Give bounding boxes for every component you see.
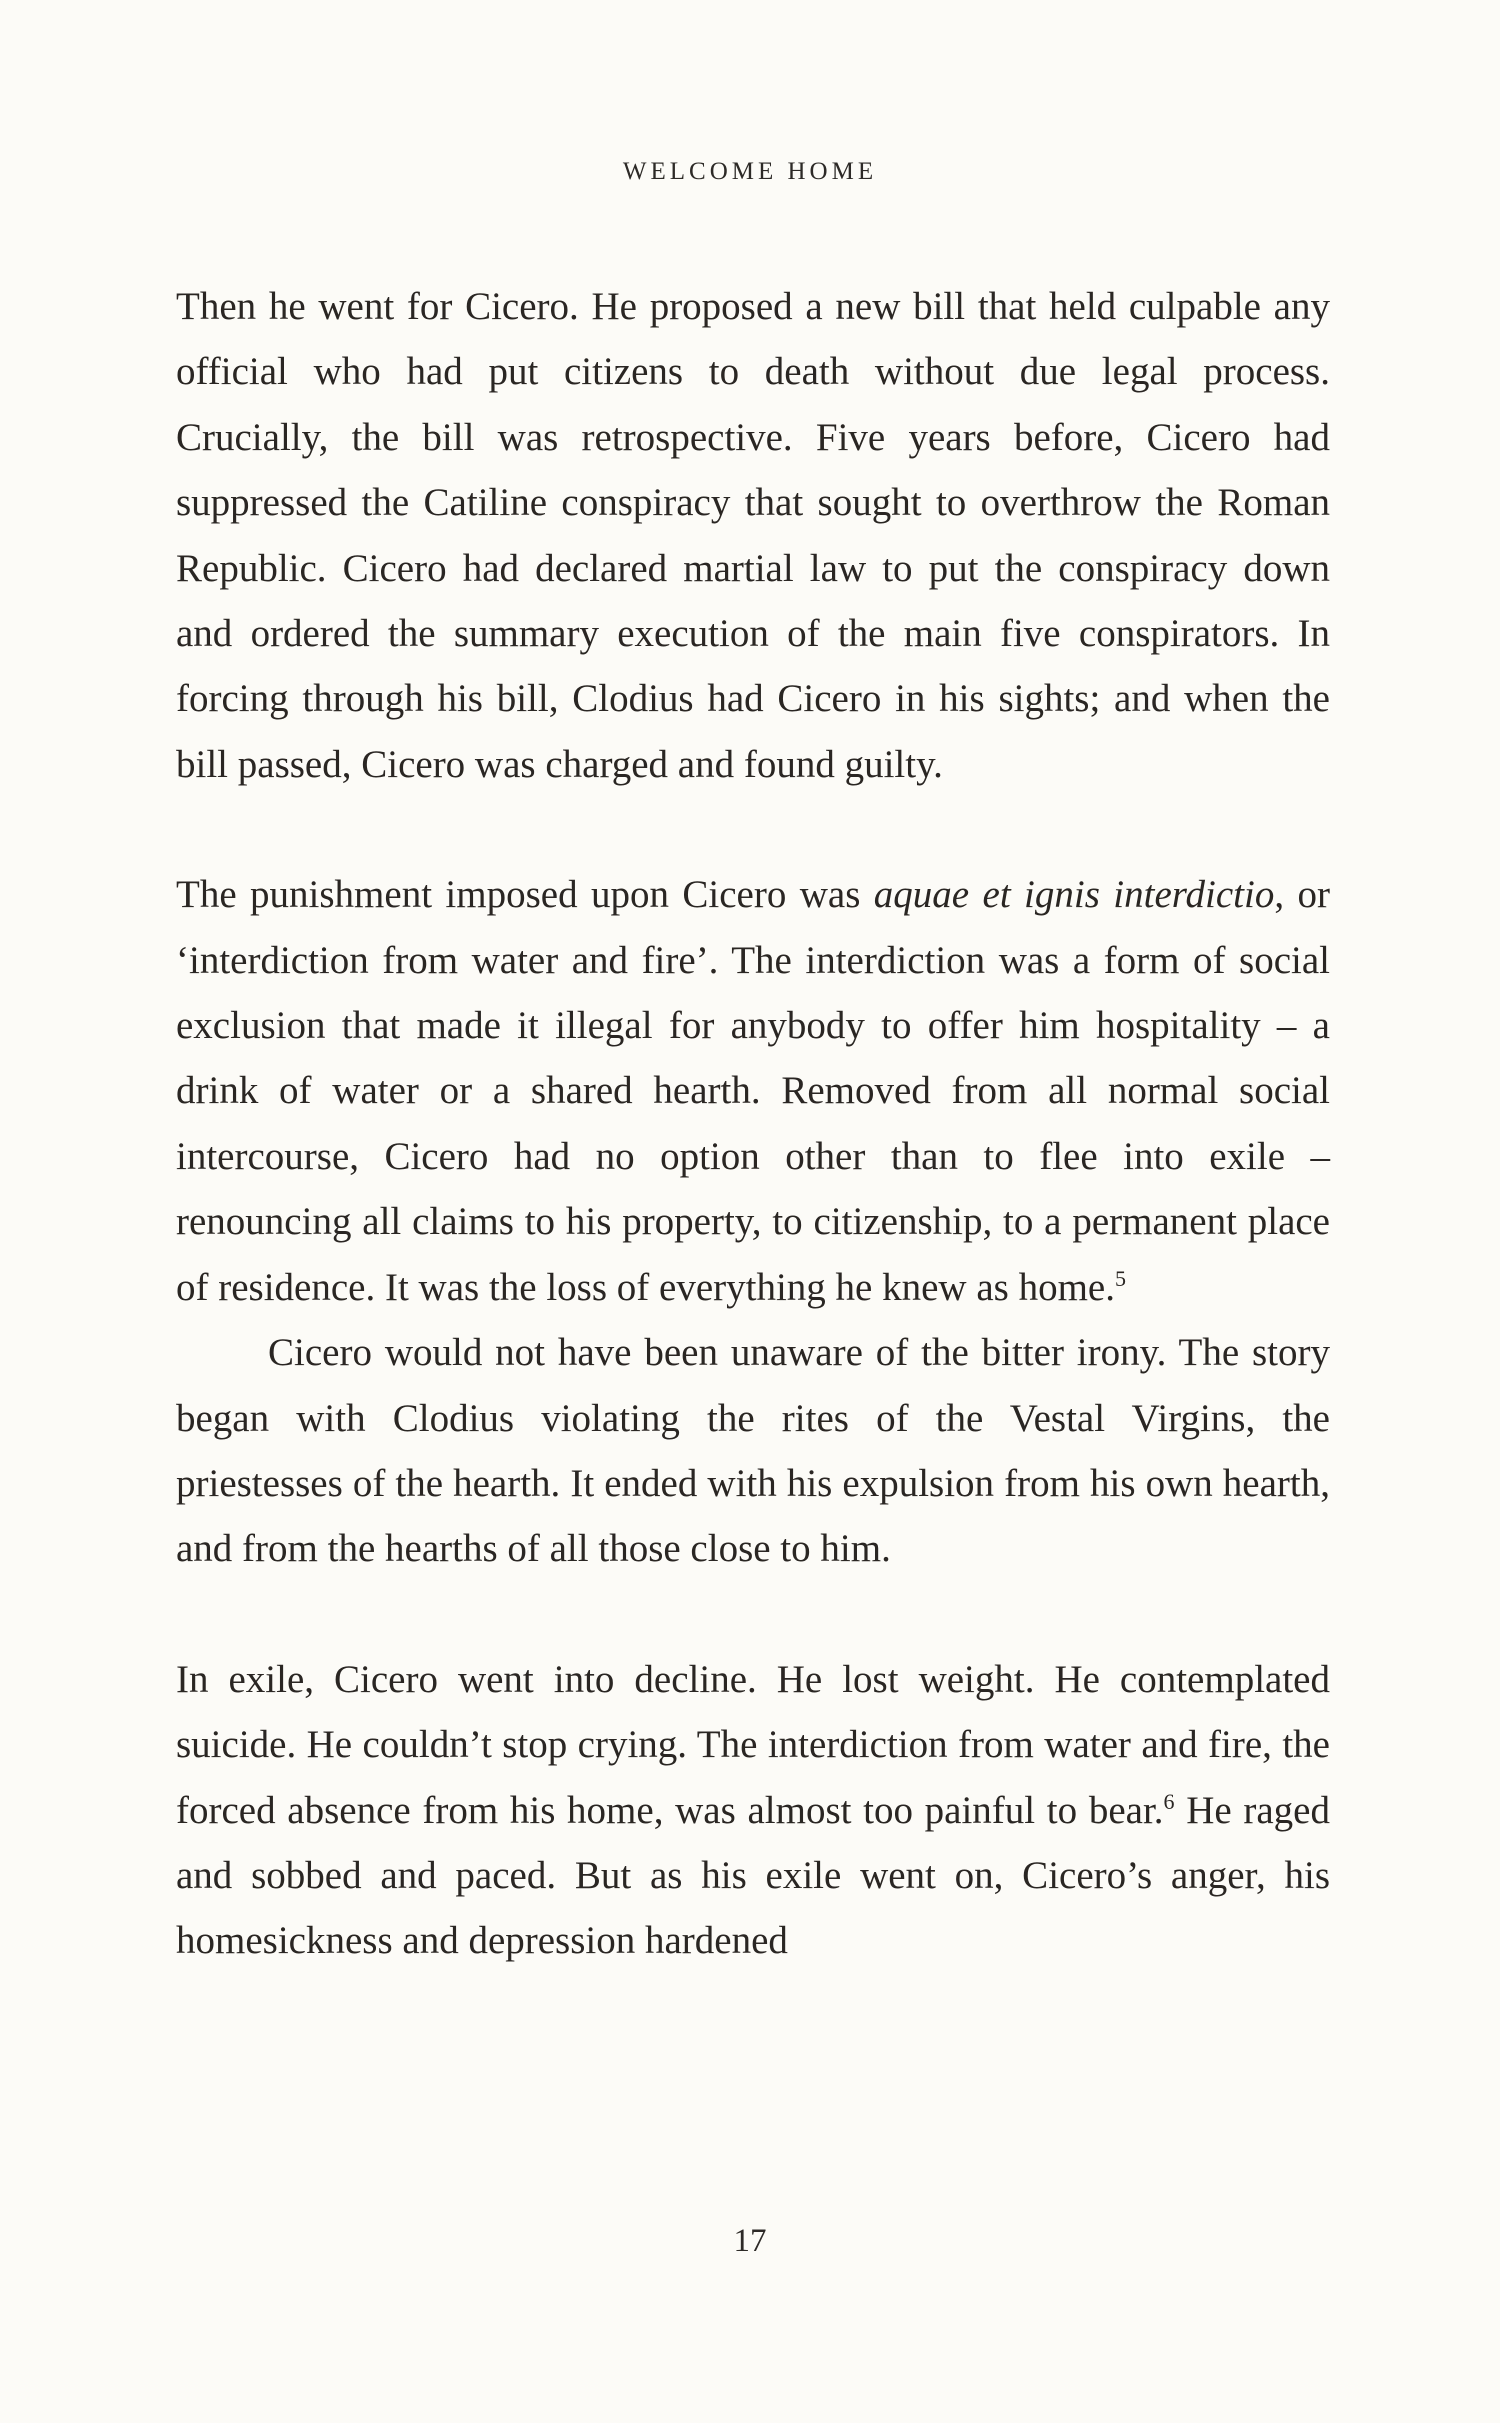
paragraph-1: Then he went for Cicero. He proposed a new bill that held culpable any official who had put citizens to death without due legal process. Crucially, the bill was retrospective. Five years before, Cicero had suppressed the Catiline conspiracy that sought to overthrow the Roman Republic. Cicero had declared martial law to put the conspiracy down and ordered the summary execution of the main five conspirators. In forcing through his bill, Clodius had Cicero in his sights; and when the bill passed, Cicero was charged and found guilty.: [176, 285, 1330, 786]
paragraph-2-start: The punishment imposed upon Cicero was: [176, 873, 874, 917]
paragraph-4-rest: He raged and sobbed and paced. But as his exile went on, Cicero’s anger, his homesickness and depression hardened: [176, 1788, 1330, 1963]
paragraph-3: Cicero would not have been unaware of the bitter irony. The story began with Clodius violating the rites of the Vestal Virgins, the priestesses of the hearth. It ended with his expulsion from his own hearth, and from the hearths of all those close to him.: [176, 1331, 1330, 1571]
paragraph-2: [176, 862, 1330, 1320]
page-number: 17: [733, 2223, 767, 2259]
paragraph-4-start: In exile, Cicero went into decline. He lost weight. He contemplated suicide. He couldn’t stop crying. The interdiction from water and fire, the forced absence from his home, was almost too painful to bear.: [176, 1657, 1330, 1832]
paragraph-2-rest: , or ‘interdiction from water and fire’. The interdiction was a form of social exclusion that made it illegal for anybody to offer him hospitality – a drink of water or a shared hearth. Removed from all normal social intercourse, Cicero had no option other than to flee into exile – renouncing all claims to his property, to citizenship, to a permanent place of residence. It was the loss of everything he knew as home.: [176, 873, 1330, 1309]
footnote-marker-5: 5: [1114, 1265, 1126, 1291]
latin-phrase: aquae et ignis interdictio: [873, 873, 1275, 917]
running-head: WELCOME HOME: [622, 158, 878, 185]
footnote-marker-6: 6: [1163, 1788, 1175, 1814]
body-text: [176, 274, 1330, 1974]
paragraph-4: [176, 1647, 1330, 1974]
